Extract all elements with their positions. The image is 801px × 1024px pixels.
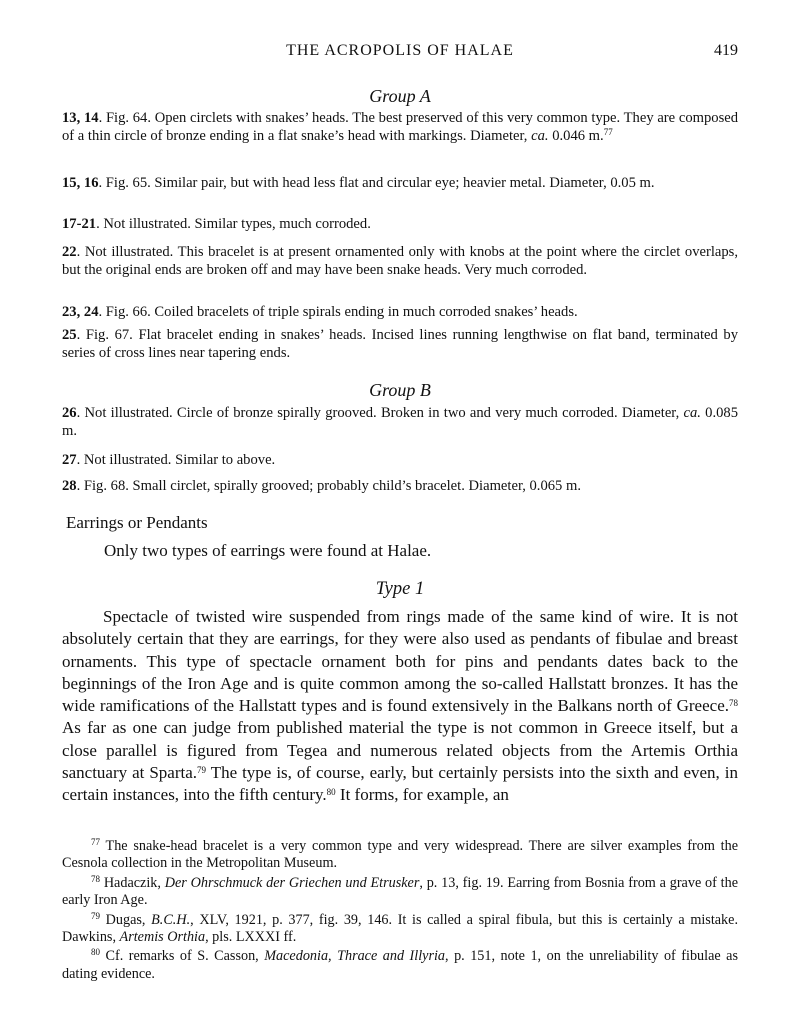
footnote-text: , XLV, 1921, p. 377, fig. 39, 146. It is called a spiral fibula, but this is certainly a mistake. Dawkins, [62, 911, 738, 946]
catalog-entry: 28. Fig. 68. Small circlet, spirally grooved; probably child’s bracelet. Diameter, 0.065 m. [62, 478, 581, 494]
catalog-entry: 27. Not illustrated. Similar to above. [62, 452, 276, 468]
footnote-ref: 79 [197, 765, 207, 776]
footnote-text: , pls. LXXXI ff. [205, 929, 297, 946]
catalog-entry: 15, 16. Fig. 65. Similar pair, but with head less flat and circular eye; heavier metal. Diameter, 0.05 m. [62, 175, 655, 191]
footnote-mark: 79 [91, 910, 100, 921]
footnote-ref: 80 [326, 787, 336, 798]
entry-text: Fig. 67. Flat bracelet ending in snakes’ heads. Incised lines running lengthwise on flat band, terminated by series of cross lines near tapering ends. [62, 327, 738, 361]
footnote-journal: B.C.H. [151, 911, 191, 928]
footnote-text: Dugas, [105, 911, 152, 928]
footnote-ref: 78 [729, 698, 738, 709]
footnote-title: Artemis Orthia [119, 929, 206, 946]
catalog-entry: 22. Not illustrated. This bracelet is at present ornamented only with knobs at the point where the circlet overlaps, but the original ends are broken off and may have been snake heads. Very much corroded. [62, 244, 739, 278]
page-number: 419 [714, 42, 738, 59]
entry-text: Not illustrated. Similar types, much corroded. [103, 216, 371, 232]
entry-italic: ca. [531, 127, 549, 144]
paragraph-text: As far as one can judge from published material the type is not common in Greece itself, but a close parallel is figured from Tegea and numerous related objects from the Artemis Orthia sanctuary at Sparta. [62, 718, 738, 783]
footnote-text: The snake-head bracelet is a very common type and very widespread. There are silver examples from the Cesnola collection in the Metropolitan Museum. [62, 838, 739, 872]
body-paragraph [62, 606, 738, 807]
entry-text: Not illustrated. Circle of bronze spirally grooved. Broken in two and very much corroded. Diameter, [84, 405, 684, 421]
entry-text-tail: 0.085 m. [62, 405, 739, 439]
group-b-heading: Group B [369, 380, 431, 400]
entry-number: 23, 24 [62, 304, 99, 320]
entry-number: 27 [62, 452, 77, 468]
footnote-text: Cf. remarks of S. Casson, [105, 948, 265, 965]
entry-number: 17-21 [62, 216, 97, 232]
footnote-80 [62, 948, 738, 983]
footnote-mark: 77 [91, 837, 100, 847]
footnote-text: , p. 13, fig. 19. Earring from Bosnia from a grave of the early Iron Age. [62, 874, 738, 909]
footnote-mark: 78 [91, 873, 100, 884]
section-heading: Earrings or Pendants [66, 513, 208, 532]
entry-text: Fig. 66. Coiled bracelets of triple spirals ending in much corroded snakes’ heads. [105, 304, 578, 320]
entry-text: Fig. 65. Similar pair, but with head less flat and circular eye; heavier metal. Diameter, 0.05 m. [105, 175, 655, 191]
paragraph-text: Spectacle of twisted wire suspended from rings made of the same kind of wire. It is not absolutely certain that they are earrings, for they were also used as pendants of fibulae and breast ornaments. This type of spectacle ornament both for pins and pendants dates back to the beginnings of the Iron Age and is quite common among the so-called Hallstatt bronzes. It has the wide ramifications of the Hallstatt types and is found extensively in the Balkans north of Greece. [62, 607, 738, 716]
paragraph-text: The type is, of course, early, but certainly persists into the sixth and even, in certain instances, into the fifth century. [62, 763, 738, 805]
entry-number: 15, 16 [62, 175, 99, 191]
running-title: THE ACROPOLIS OF HALAE [286, 42, 514, 59]
entry-number: 26 [62, 405, 77, 421]
footnote-title: Der Ohrschmuck der Griechen und Etrusker [164, 874, 420, 891]
entry-text: Not illustrated. Similar to above. [83, 452, 276, 468]
footnote-79 [62, 912, 738, 947]
footnote-78 [62, 875, 738, 910]
entry-number: 13, 14 [62, 110, 99, 126]
entry-number: 25 [62, 327, 77, 343]
catalog-entry: 23, 24. Fig. 66. Coiled bracelets of triple spirals ending in much corroded snakes’ heads. [62, 304, 578, 320]
section-intro: Only two types of earrings were found at Halae. [104, 541, 432, 560]
footnotes [62, 838, 738, 985]
footnote-text: , p. 151, note 1, on the unreliability of fibulae as dating evidence. [62, 948, 738, 982]
footnote-title: Macedonia, Thrace and Illyria [264, 948, 446, 965]
entry-text-tail: 0.046 m. [548, 127, 604, 144]
entry-text: Not illustrated. This bracelet is at present ornamented only with knobs at the point where the circlet overlaps, but the original ends are broken off and may have been snake heads. Very much corroded. [62, 244, 739, 278]
catalog-entry: 26. Not illustrated. Circle of bronze spirally grooved. Broken in two and very much corroded. Diameter, ca. 0.085 m. [62, 405, 739, 439]
catalog-entry: 13, 14. Fig. 64. Open circlets with snakes’ heads. The best preserved of this very common type. They are composed of a thin circle of bronze ending in a flat snake’s head with markings. Diameter, ca. 0.046 m.$^{77}$ [62, 110, 739, 144]
footnote-text: Hadaczik, [103, 874, 165, 891]
entry-text: Fig. 64. Open circlets with snakes’ heads. The best preserved of this very common type. They are composed of a thin circle of bronze ending in a flat snake’s head with markings. Diameter, [62, 110, 739, 144]
type-heading: Type 1 [375, 579, 425, 599]
footnote-mark: 80 [91, 947, 100, 958]
group-a-heading: Group A [369, 86, 431, 106]
footnote-77 [62, 838, 738, 873]
entry-italic: ca. [683, 405, 701, 421]
footnote-ref: 77 [603, 126, 613, 137]
paragraph-text: It forms, for example, an [335, 785, 509, 805]
entry-text: Fig. 68. Small circlet, spirally grooved; probably child’s bracelet. Diameter, 0.065 m. [83, 478, 581, 494]
running-header [62, 42, 738, 66]
catalog-entry: 25. Fig. 67. Flat bracelet ending in snakes’ heads. Incised lines running lengthwise on flat band, terminated by series of cross lines near tapering ends. [62, 327, 738, 361]
catalog-entry: 17-21. Not illustrated. Similar types, much corroded. [62, 216, 371, 232]
entry-number: 22 [62, 244, 77, 260]
entry-number: 28 [62, 478, 77, 494]
